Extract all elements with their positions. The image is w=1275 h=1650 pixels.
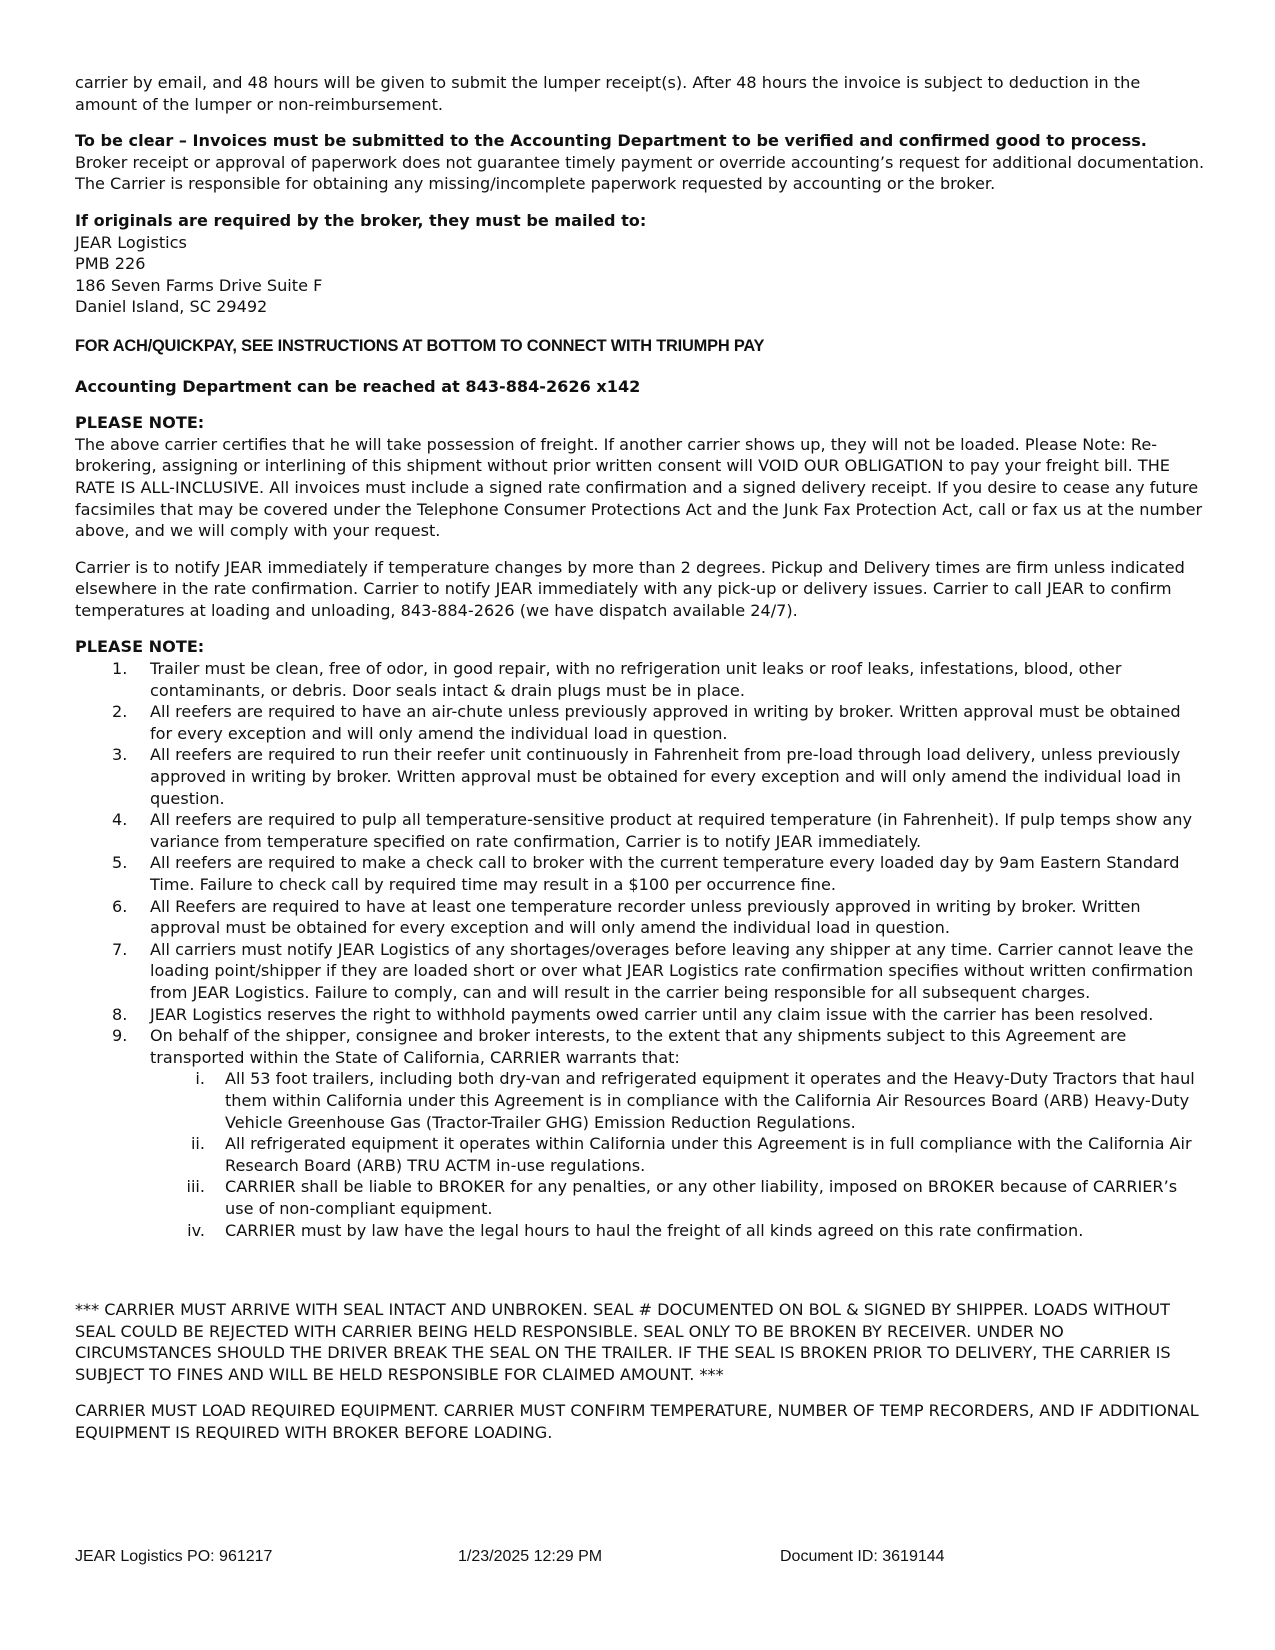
address-line-4: Daniel Island, SC 29492 <box>75 297 268 317</box>
address-line-1: JEAR Logistics <box>75 232 187 252</box>
seal-notice: *** CARRIER MUST ARRIVE WITH SEAL INTACT AND UNBROKEN. SEAL # DOCUMENTED ON BOL & SIGNED BY SHIPPER. LOADS WITHOUT SEAL COULD BE REJECTED WITH CARRIER BEING HELD RESPONSIBLE. SEAL ONLY TO BE BROKEN BY RECEIVER. UNDER NO CIRCUMSTANCES SHOULD THE DRIVER BREAK THE SEAL ON THE TRAILER. IF THE SEAL IS BROKEN PRIOR TO DELIVERY, THE CARRIER IS SUBJECT TO FINES AND WILL BE HELD RESPONSIBLE FOR CLAIMED AMOUNT. *** <box>75 1300 1171 1384</box>
list-item <box>75 939 1205 1004</box>
list-item-number: 5. <box>112 853 128 873</box>
sub-list-item-number: ii. <box>190 1134 205 1154</box>
list-item-text: JEAR Logistics reserves the right to withhold payments owed carrier until any claim issue with the carrier has been resolved. <box>150 1004 1154 1024</box>
california-warranty-list <box>150 1068 1205 1241</box>
list-item <box>75 852 1205 895</box>
sub-list-item <box>150 1220 1205 1242</box>
please-note-heading-2: PLEASE NOTE: <box>75 637 205 657</box>
list-item-number: 7. <box>112 939 128 959</box>
list-item-number: 3. <box>112 745 128 765</box>
list-item <box>75 809 1205 852</box>
sub-list-item <box>150 1133 1205 1176</box>
list-item-text: Trailer must be clean, free of odor, in good repair, with no refrigeration unit leaks or roof leaks, infestations, blood, other contaminants, or debris. Door seals intact & drain plugs must be in place. <box>150 659 1122 700</box>
sub-list-item-number: iv. <box>187 1220 205 1240</box>
list-item <box>75 896 1205 939</box>
intro-paragraph: carrier by email, and 48 hours will be given to submit the lumper receipt(s). After 48 hours the invoice is subject to deduction in the amount of the lumper or non-reimbursement. <box>75 73 1141 114</box>
requirements-list <box>75 658 1205 1241</box>
invoices-body: Broker receipt or approval of paperwork does not guarantee timely payment or override accounting’s request for additional documentation. The Carrier is responsible for obtaining any missing/incomplete paperwork requested by accounting or the broker. <box>75 152 1205 194</box>
list-item-number: 8. <box>112 1004 128 1024</box>
list-item-number: 2. <box>112 702 128 722</box>
sub-list-item <box>150 1176 1205 1219</box>
list-item-text: On behalf of the shipper, consignee and broker interests, to the extent that any shipments subject to this Agreement are transported within the State of California, CARRIER warrants that: <box>150 1026 1127 1067</box>
invoices-heading: To be clear – Invoices must be submitted to the Accounting Department to be verified and confirmed good to process. <box>75 131 1147 151</box>
footer-datetime: 1/23/2025 12:29 PM <box>458 1548 603 1565</box>
ach-note: FOR ACH/QUICKPAY, SEE INSTRUCTIONS AT BOTTOM TO CONNECT WITH TRIUMPH PAY <box>75 336 765 355</box>
please-note-heading-1: PLEASE NOTE: <box>75 413 205 433</box>
please-note-body-1: The above carrier certifies that he will take possession of freight. If another carrier shows up, they will not be loaded. Please Note: Re-brokering, assigning or interlining of this shipment without prior written consent will VOID OUR OBLIGATION to pay your freight bill. THE RATE IS ALL-INCLUSIVE. All invoices must include a signed rate confirmation and a signed delivery receipt. If you desire to cease any future facsimiles that may be covered under the Telephone Consumer Protections Act and the Junk Fax Protection Act, call or fax us at the number above, and we will comply with your request. <box>75 434 1203 541</box>
list-item <box>75 1025 1205 1241</box>
footer-document-id: Document ID: 3619144 <box>780 1548 945 1565</box>
address-line-3: 186 Seven Farms Drive Suite F <box>75 275 323 295</box>
accounting-contact: Accounting Department can be reached at 843-884-2626 x142 <box>75 376 641 396</box>
list-item-text: All reefers are required to run their reefer unit continuously in Fahrenheit from pre-load through load delivery, unless previously approved in writing by broker. Written approval must be obtained for every exception and will only amend the individual load in question. <box>150 745 1182 808</box>
list-item <box>75 658 1205 701</box>
sub-list-item-text: CARRIER must by law have the legal hours to haul the freight of all kinds agreed on this rate confirmation. <box>225 1220 1084 1240</box>
document-page <box>75 72 1205 1444</box>
address-line-2: PMB 226 <box>75 254 146 274</box>
temperature-paragraph: Carrier is to notify JEAR immediately if temperature changes by more than 2 degrees. Pickup and Delivery times are firm unless indicated elsewhere in the rate confirmation. Carrier to notify JEAR immediately with any pick-up or delivery issues. Carrier to call JEAR to confirm temperatures at loading and unloading, 843-884-2626 (we have dispatch available 24/7). <box>75 557 1185 620</box>
sub-list-item-text: All 53 foot trailers, including both dry-van and refrigerated equipment it operates and the Heavy-Duty Tractors that haul them within California under this Agreement is in compliance with the California Air Resources Board (ARB) Heavy-Duty Vehicle Greenhouse Gas (Tractor-Trailer GHG) Emission Reduction Regulations. <box>225 1069 1195 1132</box>
list-item-text: All reefers are required to make a check call to broker with the current temperature every loaded day by 9am Eastern Standard Time. Failure to check call by required time may result in a $100 per occurrence fine. <box>150 853 1180 894</box>
list-item-text: All reefers are required to pulp all temperature-sensitive product at required temperature (in Fahrenheit). If pulp temps show any variance from temperature specified on rate confirmation, Carrier is to notify JEAR immediately. <box>150 810 1192 851</box>
list-item-text: All Reefers are required to have at least one temperature recorder unless previously approved in writing by broker. Written approval must be obtained for every exception and will only amend the individual load in question. <box>150 896 1141 938</box>
originals-heading: If originals are required by the broker, they must be mailed to: <box>75 210 647 230</box>
list-item-number: 6. <box>112 896 128 916</box>
sub-list-item-text: CARRIER shall be liable to BROKER for any penalties, or any other liability, imposed on BROKER because of CARRIER’s use of non-compliant equipment. <box>225 1177 1178 1218</box>
list-item-number: 9. <box>112 1026 128 1046</box>
sub-list-item-text: All refrigerated equipment it operates within California under this Agreement is in full compliance with the California Air Research Board (ARB) TRU ACTM in-use regulations. <box>225 1134 1192 1175</box>
list-item <box>75 744 1205 809</box>
list-item <box>75 1004 1205 1026</box>
list-item-number: 4. <box>112 810 128 830</box>
footer-po: JEAR Logistics PO: 961217 <box>75 1548 273 1565</box>
sub-list-item-number: i. <box>195 1069 205 1089</box>
sub-list-item <box>150 1068 1205 1133</box>
equipment-notice: CARRIER MUST LOAD REQUIRED EQUIPMENT. CARRIER MUST CONFIRM TEMPERATURE, NUMBER OF TEMP RECORDERS, AND IF ADDITIONAL EQUIPMENT IS REQUIRED WITH BROKER BEFORE LOADING. <box>75 1401 1199 1443</box>
sub-list-item-number: iii. <box>186 1177 205 1197</box>
list-item <box>75 701 1205 744</box>
list-item-text: All reefers are required to have an air-chute unless previously approved in writing by broker. Written approval must be obtained for every exception and will only amend the individual load in question. <box>150 702 1181 743</box>
list-item-number: 1. <box>112 659 128 679</box>
list-item-text: All carriers must notify JEAR Logistics of any shortages/overages before leaving any shipper at any time. Carrier cannot leave the loading point/shipper if they are loaded short or over what JEAR Logistics rate confirmation specifies without written confirmation from JEAR Logistics. Failure to comply, can and will result in the carrier being responsible for all subsequent charges. <box>150 939 1194 1002</box>
